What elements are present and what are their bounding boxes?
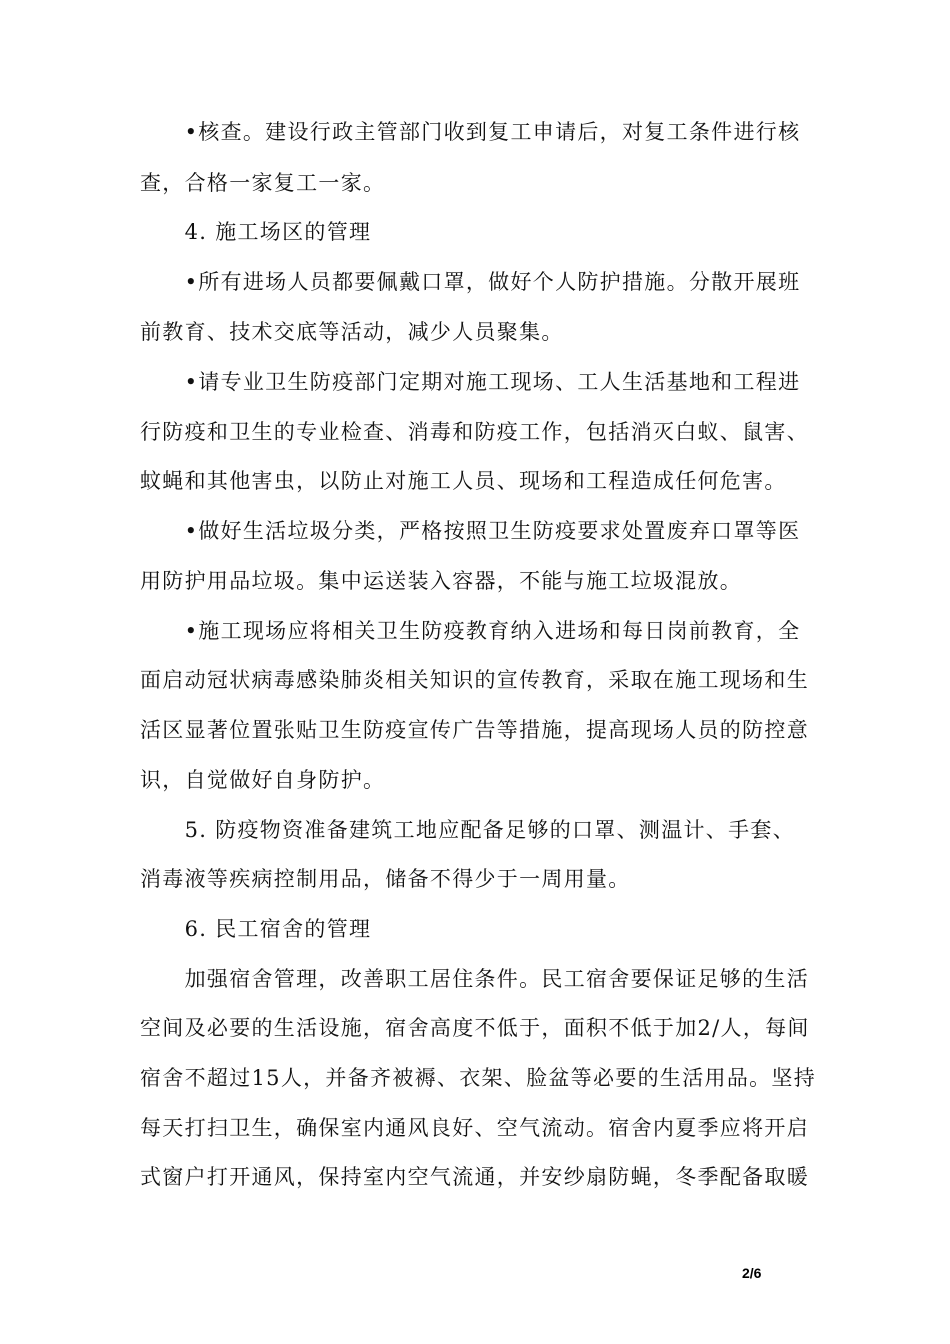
text-line: 用防护用品垃圾。集中运送装入容器，不能与施工垃圾混放。 bbox=[140, 569, 743, 593]
section-heading: 5. 防疫物资准备建筑工地应配备足够的口罩、测温计、手套、 bbox=[140, 818, 796, 842]
text-line: 加强宿舍管理，改善职工居住条件。民工宿舍要保证足够的生活 bbox=[140, 967, 809, 991]
text-line: •核查。建设行政主管部门收到复工申请后，对复工条件进行核 bbox=[140, 120, 801, 144]
text-line: 消毒液等疾病控制用品，储备不得少于一周用量。 bbox=[140, 867, 631, 891]
section-heading: 6. 民工宿舍的管理 bbox=[140, 917, 372, 941]
text-line: 宿舍不超过15人，并备齐被褥、衣架、脸盆等必要的生活用品。坚持 bbox=[140, 1066, 817, 1090]
page-number: 2/6 bbox=[742, 1265, 762, 1281]
text-line: •做好生活垃圾分类，严格按照卫生防疫要求处置废弃口罩等医 bbox=[140, 519, 801, 543]
text-line: 前教育、技术交底等活动，减少人员聚集。 bbox=[140, 320, 564, 344]
text-line: 每天打扫卫生，确保室内通风良好、空气流动。宿舍内夏季应将开启 bbox=[140, 1116, 809, 1140]
text-line: 活区显著位置张贴卫生防疫宣传广告等措施，提高现场人员的防控意 bbox=[140, 718, 809, 742]
text-line: 式窗户打开通风，保持室内空气流通，并安纱扇防蝇，冬季配备取暖 bbox=[140, 1165, 809, 1189]
text-line: •请专业卫生防疫部门定期对施工现场、工人生活基地和工程进 bbox=[140, 370, 801, 394]
text-line: •施工现场应将相关卫生防疫教育纳入进场和每日岗前教育，全 bbox=[140, 619, 801, 643]
text-line: •所有进场人员都要佩戴口罩，做好个人防护措施。分散开展班 bbox=[140, 270, 801, 294]
text-line: 蚊蝇和其他害虫，以防止对施工人员、现场和工程造成任何危害。 bbox=[140, 469, 787, 493]
text-line: 面启动冠状病毒感染肺炎相关知识的宣传教育，采取在施工现场和生 bbox=[140, 668, 809, 692]
section-heading: 4. 施工场区的管理 bbox=[140, 220, 372, 244]
text-line: 空间及必要的生活设施，宿舍高度不低于，面积不低于加2/人，每间 bbox=[140, 1016, 810, 1040]
text-line: 识，自觉做好自身防护。 bbox=[140, 768, 386, 792]
text-line: 查，合格一家复工一家。 bbox=[140, 171, 386, 195]
text-line: 行防疫和卫生的专业检查、消毒和防疫工作，包括消灭白蚁、鼠害、 bbox=[140, 420, 809, 444]
